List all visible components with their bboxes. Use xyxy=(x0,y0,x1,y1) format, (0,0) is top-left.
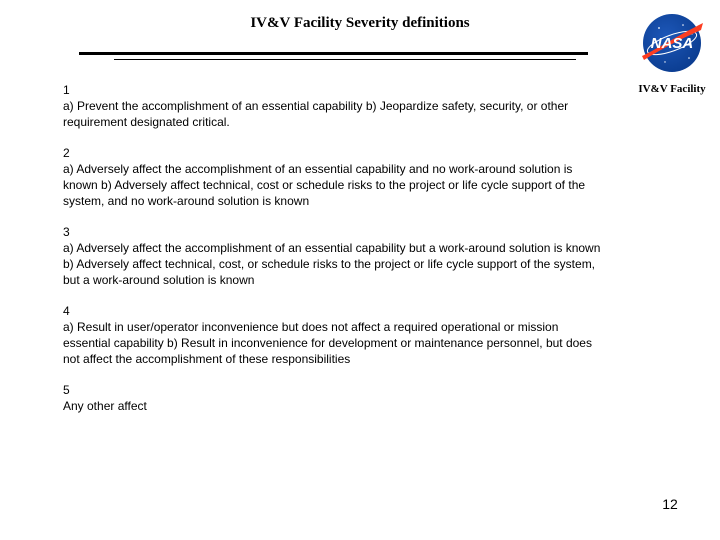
logo-caption: IV&V Facility xyxy=(638,83,706,95)
severity-level: 5 xyxy=(63,383,70,397)
severity-description: a) Result in user/operator inconvenience but does not affect a required operational or mission essential capability b) Result in inconvenience for development or maintenance personnel, but does not affect the accomplishment of these responsibilities xyxy=(63,320,592,366)
severity-level: 1 xyxy=(63,83,70,97)
severity-level: 3 xyxy=(63,225,70,239)
severity-item-2 xyxy=(63,145,608,209)
severity-item-5 xyxy=(63,382,608,414)
severity-description: a) Adversely affect the accomplishment of an essential capability but a work-around solution is known b) Adversely affect technical, cost, or schedule risks to the project or life cycle support of the system, but a work-around solution is known xyxy=(63,241,601,287)
severity-description: a) Adversely affect the accomplishment of an essential capability and no work-around solution is known b) Adversely affect technical, cost or schedule risks to the project or life cycle support of the system, and no work-around solution is known xyxy=(63,162,586,208)
nasa-wordmark: NASA xyxy=(650,35,694,52)
severity-level: 2 xyxy=(63,146,70,160)
severity-item-4 xyxy=(63,303,608,367)
title-underline-thick xyxy=(79,52,588,55)
severity-description: a) Prevent the accomplishment of an essential capability b) Jeopardize safety, security, or other requirement designated critical. xyxy=(63,99,569,129)
severity-item-1 xyxy=(63,82,608,130)
page-number: 12 xyxy=(662,496,678,512)
nasa-meatball-logo-icon xyxy=(637,12,707,74)
severity-item-3 xyxy=(63,224,608,288)
severity-list xyxy=(63,82,608,429)
severity-description: Any other affect xyxy=(63,399,147,413)
slide-title: IV&V Facility Severity definitions xyxy=(250,15,470,31)
severity-level: 4 xyxy=(63,304,70,318)
title-underline-thin xyxy=(114,59,576,60)
